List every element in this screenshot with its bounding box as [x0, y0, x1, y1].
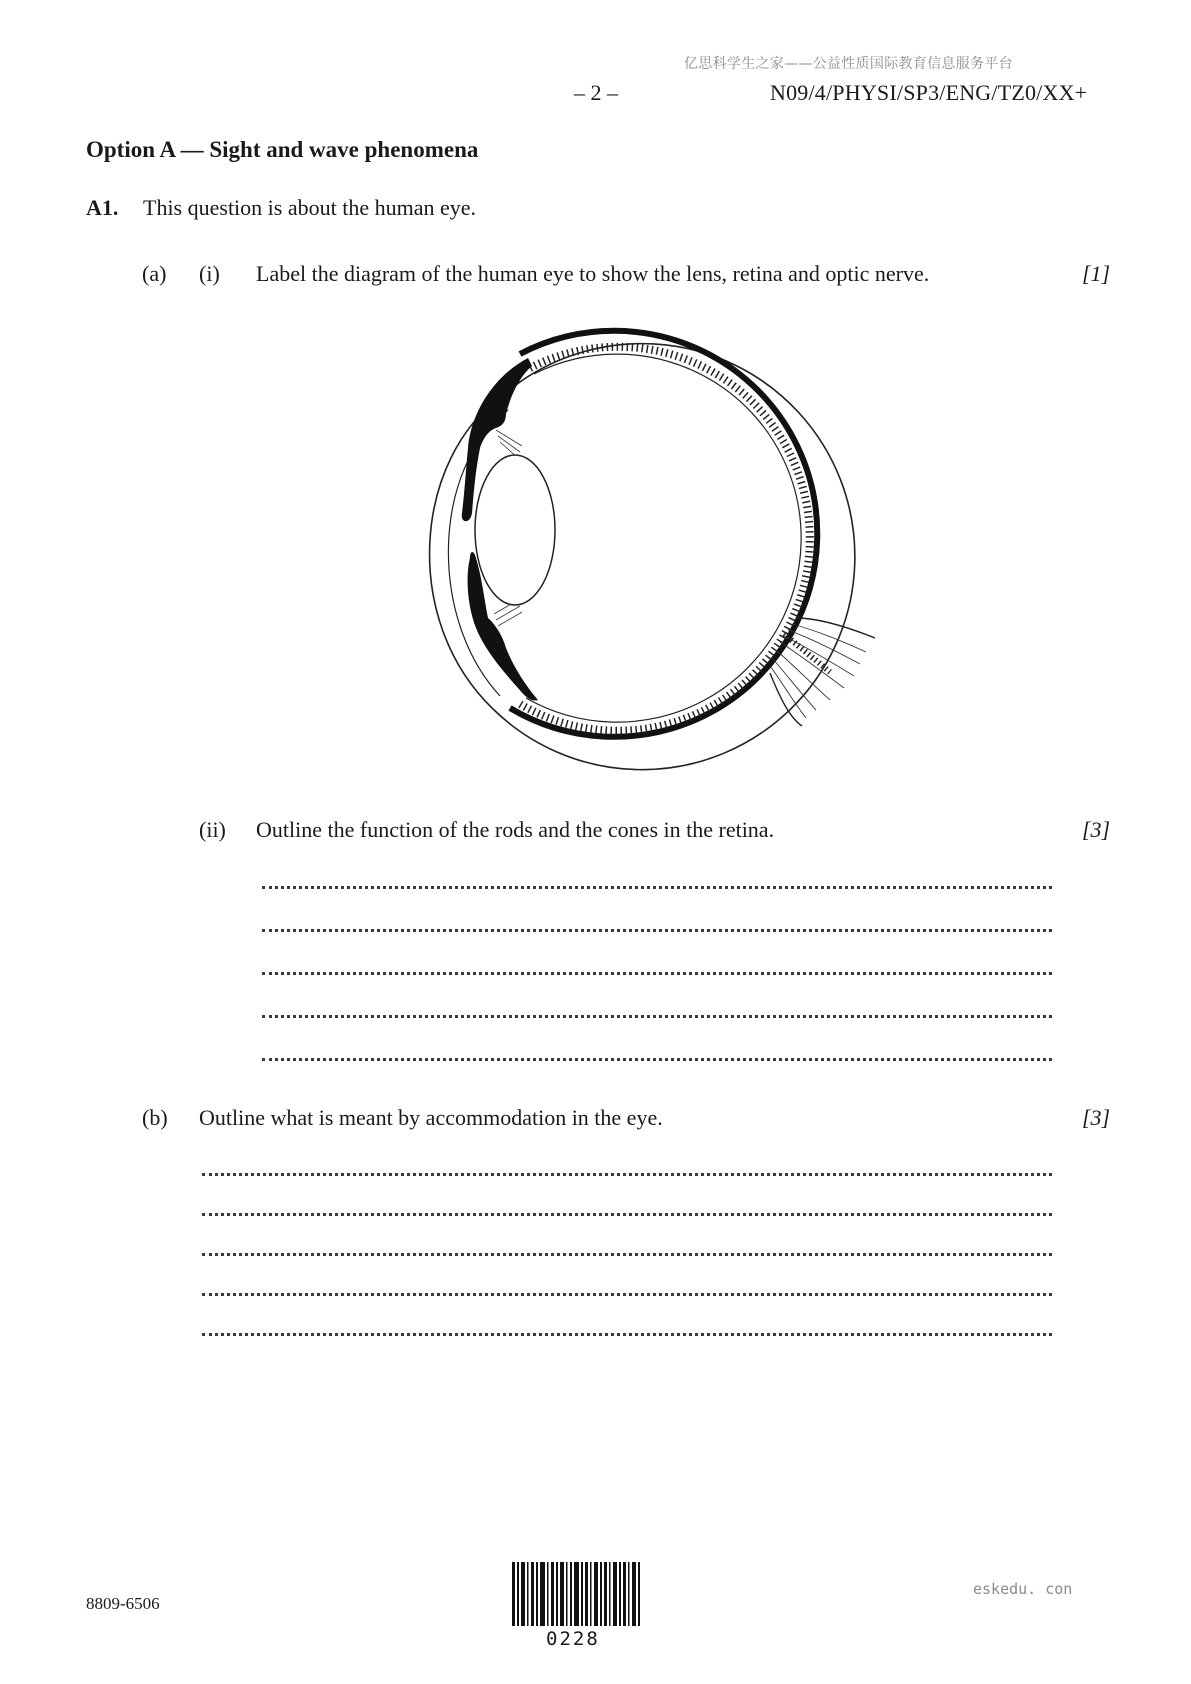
answer-line[interactable]: [202, 1173, 1052, 1176]
part-b-marks: [3]: [1082, 1105, 1111, 1130]
lens: [475, 455, 555, 605]
section-title: Option A — Sight and wave phenomena: [86, 137, 479, 162]
barcode-icon: [512, 1562, 642, 1626]
part-a-ii-text: Outline the function of the rods and the cones in the retina.: [256, 817, 775, 842]
page-number: – 2 –: [574, 80, 618, 105]
answer-line[interactable]: [262, 929, 1052, 932]
part-a-ii-label: (ii): [199, 817, 226, 842]
answer-line[interactable]: [262, 972, 1052, 975]
part-b-text: Outline what is meant by accommodation in the eye.: [199, 1105, 663, 1130]
answer-line[interactable]: [262, 1058, 1052, 1061]
part-a-ii-marks: [3]: [1082, 817, 1111, 842]
answer-line[interactable]: [202, 1333, 1052, 1336]
part-b-label: (b): [142, 1105, 168, 1130]
barcode-number: 0228: [546, 1628, 600, 1650]
part-a-i-text: Label the diagram of the human eye to show the lens, retina and optic nerve.: [256, 261, 930, 286]
question-number: A1.: [86, 195, 119, 220]
answer-line[interactable]: [202, 1213, 1052, 1216]
answer-line[interactable]: [202, 1293, 1052, 1296]
retina-layer: [520, 347, 810, 731]
question-stem: This question is about the human eye.: [143, 195, 476, 220]
answer-line[interactable]: [202, 1253, 1052, 1256]
footer-watermark: eskedu. con: [973, 1580, 1073, 1598]
answer-line[interactable]: [262, 886, 1052, 889]
paper-code: N09/4/PHYSI/SP3/ENG/TZ0/XX+: [770, 80, 1088, 105]
human-eye-diagram: [410, 318, 910, 778]
part-a-i-marks: [1]: [1082, 261, 1111, 286]
answer-line[interactable]: [262, 1015, 1052, 1018]
part-a-label: (a): [142, 261, 167, 286]
part-a-i-label: (i): [199, 261, 220, 286]
footer-code: 8809-6506: [86, 1594, 160, 1613]
header-watermark: 亿思科学生之家——公益性质国际教育信息服务平台: [684, 56, 1013, 72]
optic-nerve: [770, 618, 875, 726]
